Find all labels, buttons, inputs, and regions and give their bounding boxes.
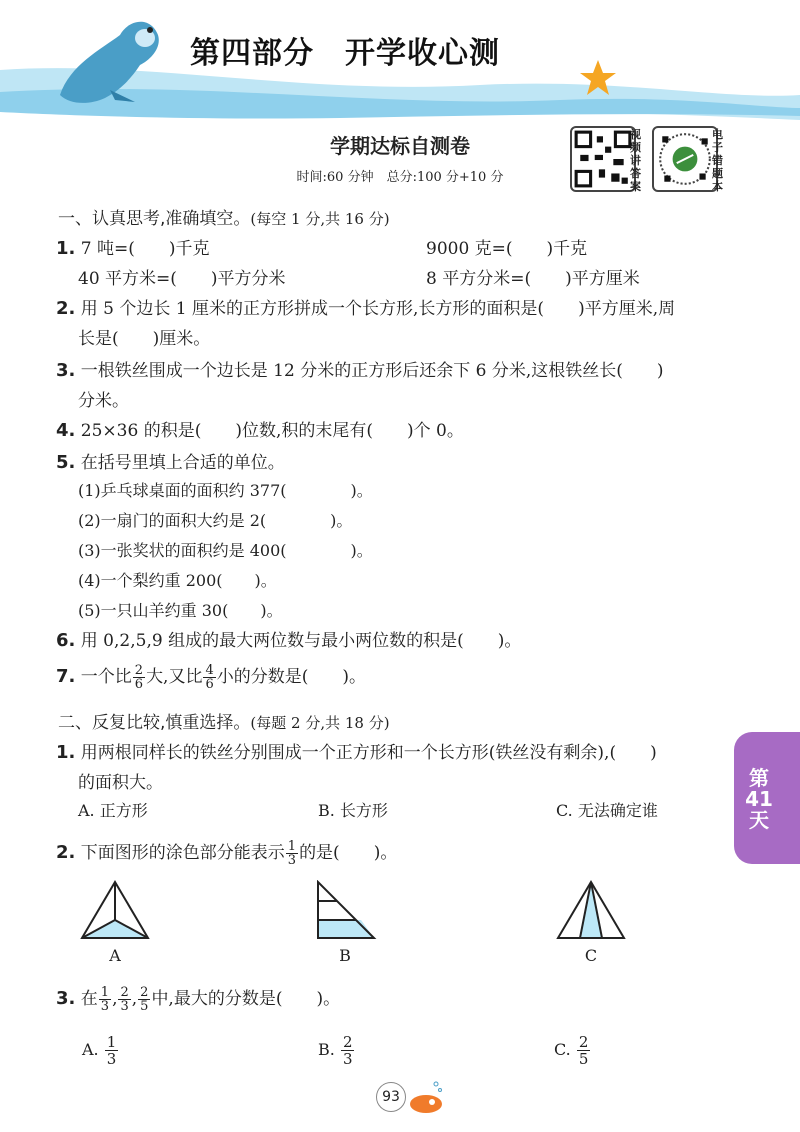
question-2-line2: 长是( )厘米。 bbox=[78, 329, 211, 349]
qr-code-video-icon[interactable] bbox=[570, 126, 636, 192]
question-1-c: 40 平方米=( )平方分米 bbox=[78, 269, 286, 289]
question-6: 6. 用 0,2,5,9 组成的最大两位数与最小两位数的积是( )。 bbox=[56, 630, 522, 651]
question-1-b: 9000 克=( )千克 bbox=[426, 239, 588, 259]
s2-question-1-line2: 的面积大。 bbox=[78, 773, 163, 793]
qr-video-label: 视频讲答案 bbox=[630, 128, 641, 193]
part-title: 第四部分 开学收心测 bbox=[190, 36, 500, 71]
s2-q3-option-c[interactable]: C. $\frac{2}{5}$ bbox=[554, 1033, 589, 1068]
s2-question-3: 3. 在 $\frac{1}{3}$ , $\frac{2}{3}$ , $\frac{2}{5}$ 中,最大的分数是( )。 bbox=[56, 985, 341, 1014]
s2-question-2: 2. 下面图形的涂色部分能表示 $\frac{1}{3}$ 的是( )。 bbox=[56, 839, 398, 868]
fraction: $\frac{1}{3}$ bbox=[106, 1033, 117, 1068]
question-5-item: (1)乒乓球桌面的面积约 377( )。 bbox=[78, 481, 373, 500]
figure-c-label: C bbox=[584, 946, 598, 965]
s2-q3-option-a[interactable]: A. $\frac{1}{3}$ bbox=[82, 1033, 117, 1068]
fraction: $\frac{4}{6}$ bbox=[205, 663, 214, 692]
page-title: 学期达标自测卷 bbox=[330, 134, 470, 158]
fraction: $\frac{1}{3}$ bbox=[287, 839, 297, 868]
question-5-item: (5)一只山羊约重 30( )。 bbox=[78, 601, 283, 620]
fraction: $\frac{2}{5}$ bbox=[578, 1033, 589, 1068]
exam-info: 时间:60 分钟 总分:100 分+10 分 bbox=[296, 170, 504, 185]
question-3-line2: 分米。 bbox=[78, 391, 129, 411]
option-b[interactable]: B. 长方形 bbox=[318, 801, 388, 820]
option-a[interactable]: A. 正方形 bbox=[78, 801, 148, 820]
qr-notebook-label: 电子错题本 bbox=[712, 128, 723, 193]
fraction: $\frac{2}{6}$ bbox=[134, 663, 144, 692]
question-4: 4. 25×36 的积是( )位数,积的末尾有( )个 0。 bbox=[56, 420, 464, 441]
section2-heading: 二、反复比较,慎重选择。(每题 2 分,共 18 分) bbox=[58, 713, 390, 733]
question-5-item: (3)一张奖状的面积约是 400( )。 bbox=[78, 541, 373, 560]
fraction: $\frac{2}{3}$ bbox=[120, 985, 129, 1014]
s2-q3-option-b[interactable]: B. $\frac{2}{3}$ bbox=[318, 1033, 353, 1068]
question-3-line1: 3. 一根铁丝围成一个边长是 12 分米的正方形后还余下 6 分米,这根铁丝长( ) bbox=[56, 360, 664, 381]
section1-heading: 一、认真思考,准确填空。(每空 1 分,共 16 分) bbox=[58, 209, 390, 229]
fraction: $\frac{2}{3}$ bbox=[342, 1033, 353, 1068]
s2-question-1-line1: 1. 用两根同样长的铁丝分别围成一个正方形和一个长方形(铁丝没有剩余),( ) bbox=[56, 742, 657, 763]
figure-a-triangle[interactable] bbox=[80, 880, 150, 942]
figure-b-label: B bbox=[339, 946, 351, 965]
figure-a-label: A bbox=[109, 946, 121, 965]
question-1-row1: 1. 7 吨=( )千克 bbox=[56, 238, 210, 259]
fraction: $\frac{1}{3}$ bbox=[100, 985, 110, 1014]
page-number: 93 bbox=[376, 1082, 406, 1112]
question-5-item: (2)一扇门的面积大约是 2( )。 bbox=[78, 511, 353, 530]
seal-mascot-icon bbox=[50, 10, 170, 110]
fraction: $\frac{2}{5}$ bbox=[140, 985, 149, 1014]
question-5: 5. 在括号里填上合适的单位。 bbox=[56, 452, 285, 473]
option-c[interactable]: C. 无法确定谁 bbox=[556, 801, 658, 820]
question-5-item: (4)一个梨约重 200( )。 bbox=[78, 571, 277, 590]
figure-b-triangle[interactable] bbox=[316, 880, 378, 942]
figure-c-triangle[interactable] bbox=[556, 880, 626, 942]
question-2-line1: 2. 用 5 个边长 1 厘米的正方形拼成一个长方形,长方形的面积是( )平方厘米,周 bbox=[56, 298, 676, 319]
question-1-d: 8 平方分米=( )平方厘米 bbox=[426, 269, 640, 289]
submarine-fish-icon bbox=[400, 1078, 448, 1118]
starfish-icon bbox=[578, 58, 618, 98]
question-7: 7. 一个比 $\frac{2}{6}$ 大,又比 $\frac{4}{6}$ 小的分数是( )。 bbox=[56, 663, 367, 692]
day-tab-label: 第41天 bbox=[745, 766, 773, 832]
qr-code-notebook-icon[interactable] bbox=[652, 126, 718, 192]
